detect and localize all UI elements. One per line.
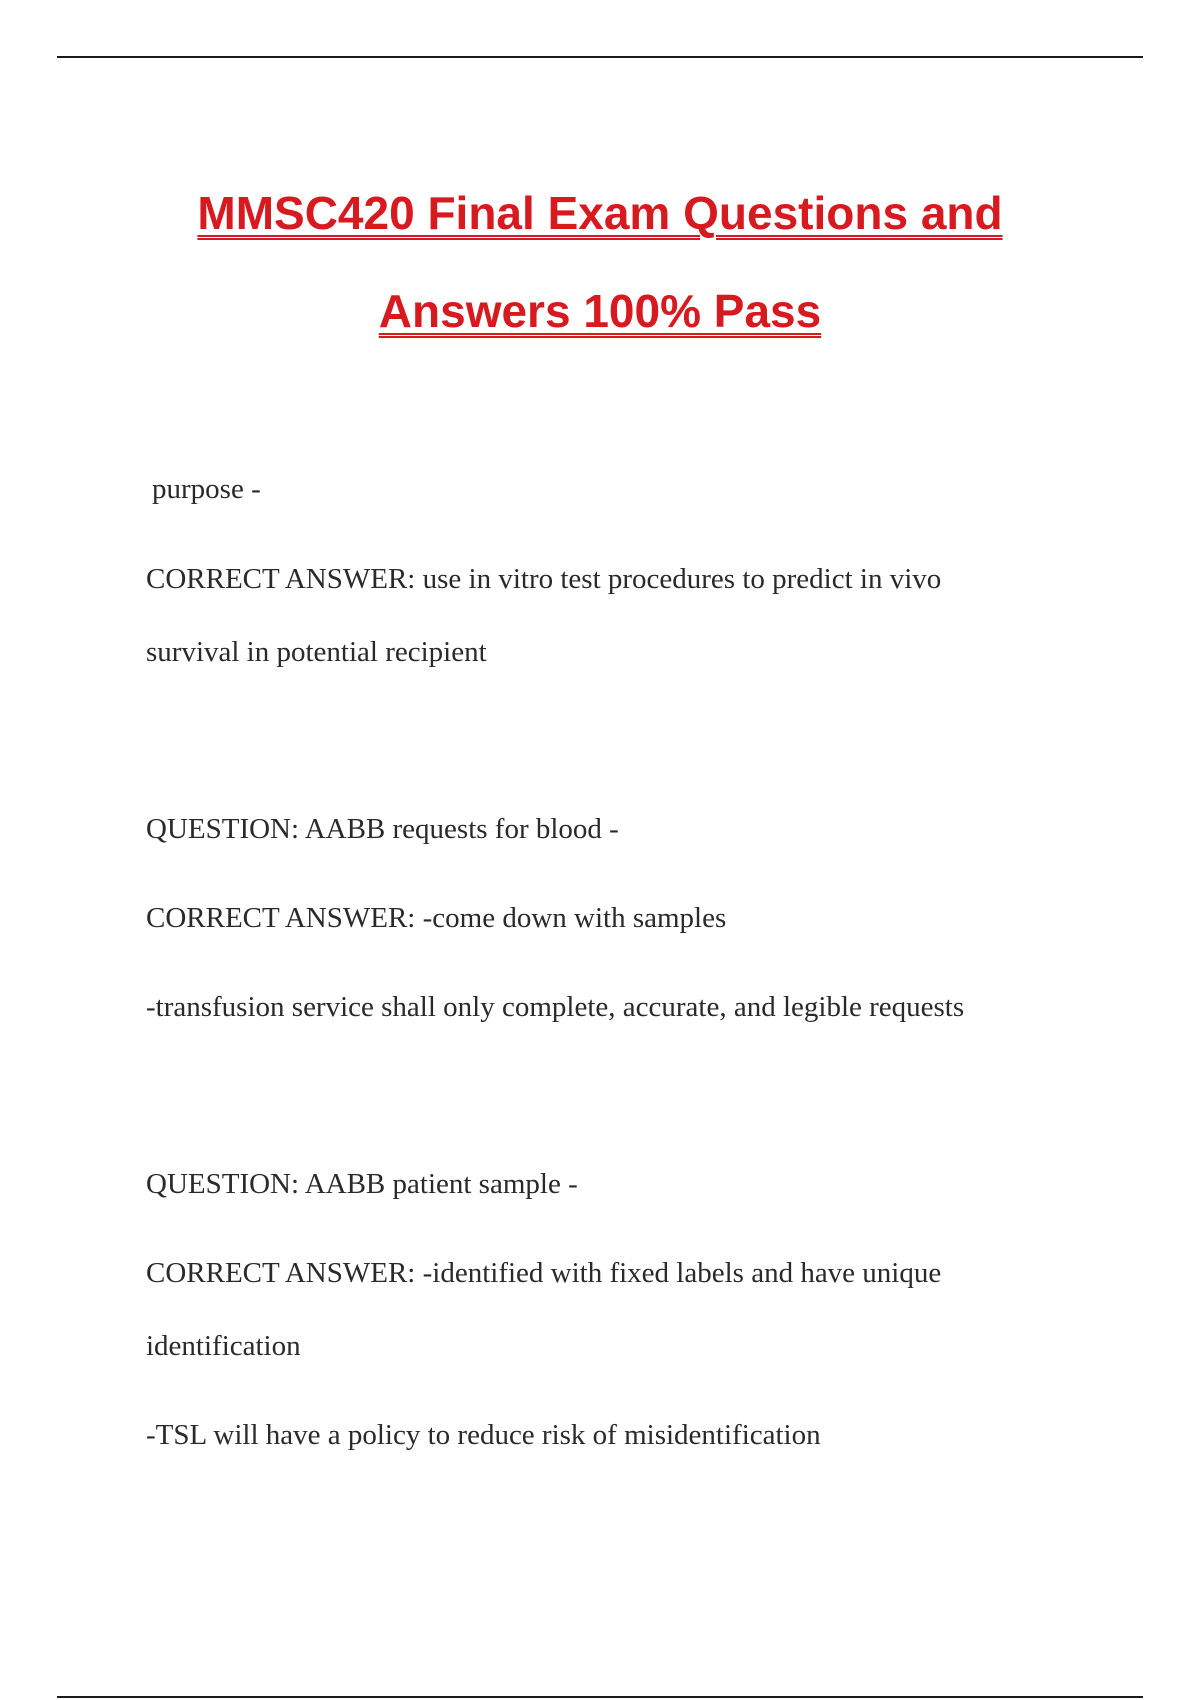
- document-title-line-1: [0, 187, 1200, 239]
- title-text-2: Answers 100% Pass: [378, 285, 822, 337]
- answer-3-line-1: CORRECT ANSWER: -identified with fixed labels and have unique: [146, 1257, 942, 1289]
- top-rule: [57, 56, 1143, 58]
- question-2: QUESTION: AABB requests for blood -: [146, 813, 619, 845]
- question-1: purpose -: [152, 473, 261, 505]
- bottom-rule: [57, 1696, 1143, 1698]
- document-title-line-2: [0, 285, 1200, 337]
- answer-1-line-1: CORRECT ANSWER: use in vitro test procedures to predict in vivo: [146, 563, 942, 595]
- answer-1-line-2: survival in potential recipient: [146, 636, 487, 668]
- answer-2-line-1: CORRECT ANSWER: -come down with samples: [146, 902, 727, 934]
- question-3: QUESTION: AABB patient sample -: [146, 1168, 578, 1200]
- answer-3-line-3: -TSL will have a policy to reduce risk of misidentification: [146, 1419, 821, 1451]
- answer-2-line-2: -transfusion service shall only complete, accurate, and legible requests: [146, 991, 965, 1023]
- title-text-1: MMSC420 Final Exam Questions and: [197, 187, 1003, 239]
- answer-3-line-2: identification: [146, 1330, 301, 1362]
